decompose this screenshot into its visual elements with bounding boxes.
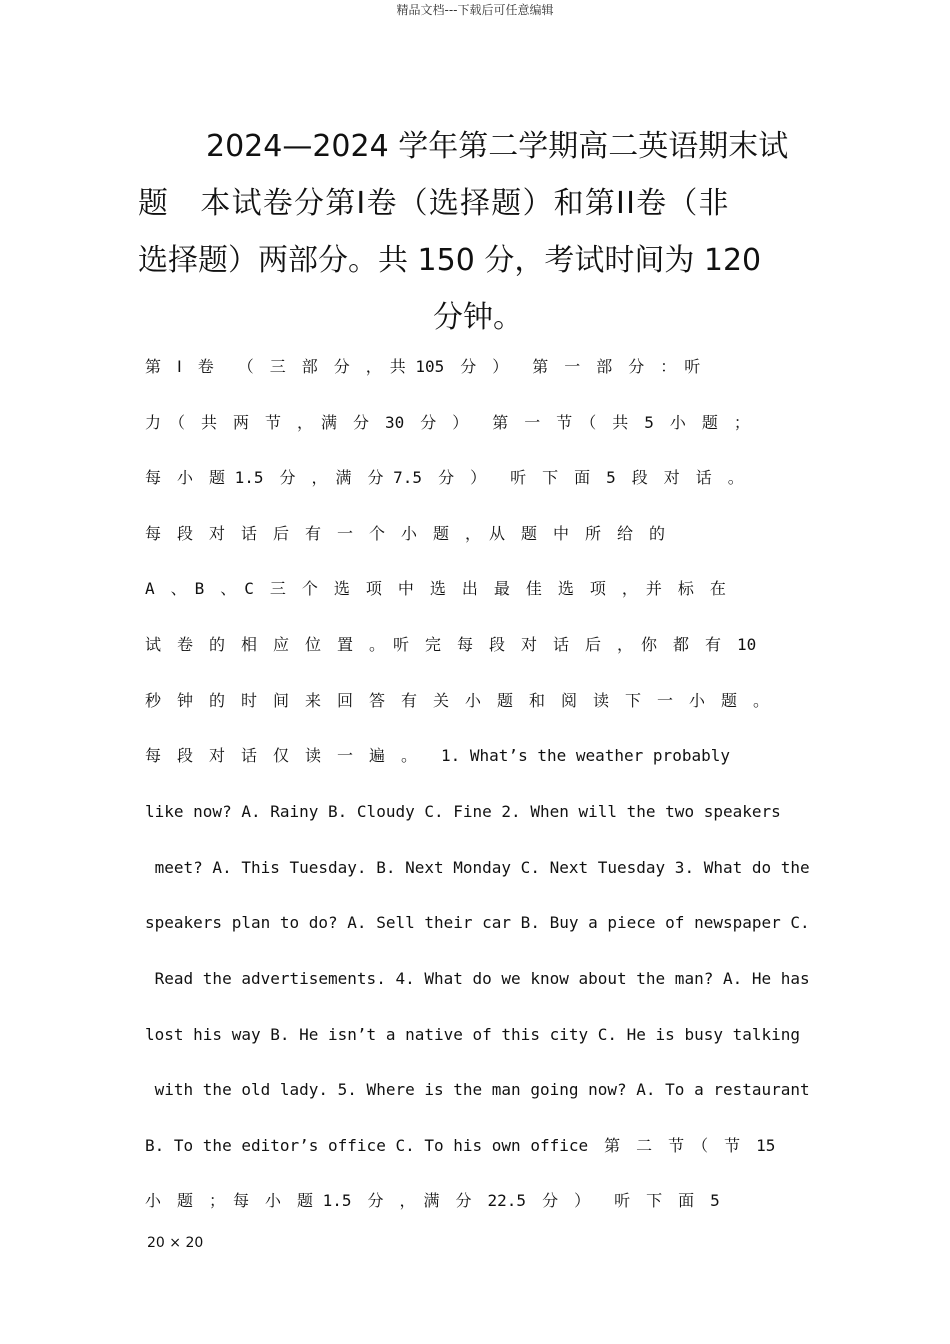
body-line-9: like now? A. Rainy B. Cloudy C. Fine 2. When will the two speakers <box>145 802 781 821</box>
body-line-14: with the old lady. 5. Where is the man going now? A. To a restaurant <box>145 1080 810 1099</box>
body-line-4: 每 段 对 话 后 有 一 个 小 题 ， 从 题 中 所 给 的 <box>145 524 666 543</box>
footer-size-note: 20 × 20 <box>147 1235 204 1251</box>
title-line-1: 2024—2024 学年第二学期高二英语期末试 <box>206 129 789 164</box>
body-line-2: 力 （ 共 两 节 ， 满 分 30 分 ） 第 一 节 （ 共 5 小 题 ； <box>145 413 750 432</box>
title-line-2: 题 本试卷分第Ⅰ卷（选择题）和第II卷（非 <box>138 186 730 221</box>
body-line-13: lost his way B. He isn’t a native of this city C. He is busy talking <box>145 1025 801 1044</box>
body-line-15: B. To the editor’s office C. To his own office 第 二 节 （ 节 15 <box>145 1136 776 1155</box>
title-line-4: 分钟。 <box>433 300 523 335</box>
body-line-5: A 、 B 、 C 三 个 选 项 中 选 出 最 佳 选 项 ， 并 标 在 <box>145 579 726 598</box>
body-line-1: 第 Ⅰ 卷 （ 三 部 分 ， 共 105 分 ） 第 一 部 分 ： 听 <box>145 357 701 376</box>
body-line-7: 秒 钟 的 时 间 来 回 答 有 关 小 题 和 阅 读 下 一 小 题 。 <box>145 691 770 710</box>
title-line-3: 选择题）两部分。共 150 分，考试时间为 120 <box>138 243 762 278</box>
body-line-11: speakers plan to do? A. Sell their car B. Buy a piece of newspaper C. <box>145 913 810 932</box>
body-line-12: Read the advertisements. 4. What do we know about the man? A. He has <box>145 969 810 988</box>
body-line-8: 每 段 对 话 仅 读 一 遍 。 1. What’s the weather probably <box>145 746 730 765</box>
header-watermark: 精品文档---下载后可任意编辑 <box>396 3 554 17</box>
body-line-10: meet? A. This Tuesday. B. Next Monday C. Next Tuesday 3. What do the <box>145 858 810 877</box>
body-line-3: 每 小 题 1.5 分 ， 满 分 7.5 分 ） 听 下 面 5 段 对 话 。 <box>145 468 744 487</box>
body-line-6: 试 卷 的 相 应 位 置 。 听 完 每 段 对 话 后 ， 你 都 有 10 <box>145 635 757 654</box>
document-title <box>138 118 818 346</box>
body-line-16: 小 题 ； 每 小 题 1.5 分 ， 满 分 22.5 分 ） 听 下 面 5 <box>145 1191 720 1210</box>
